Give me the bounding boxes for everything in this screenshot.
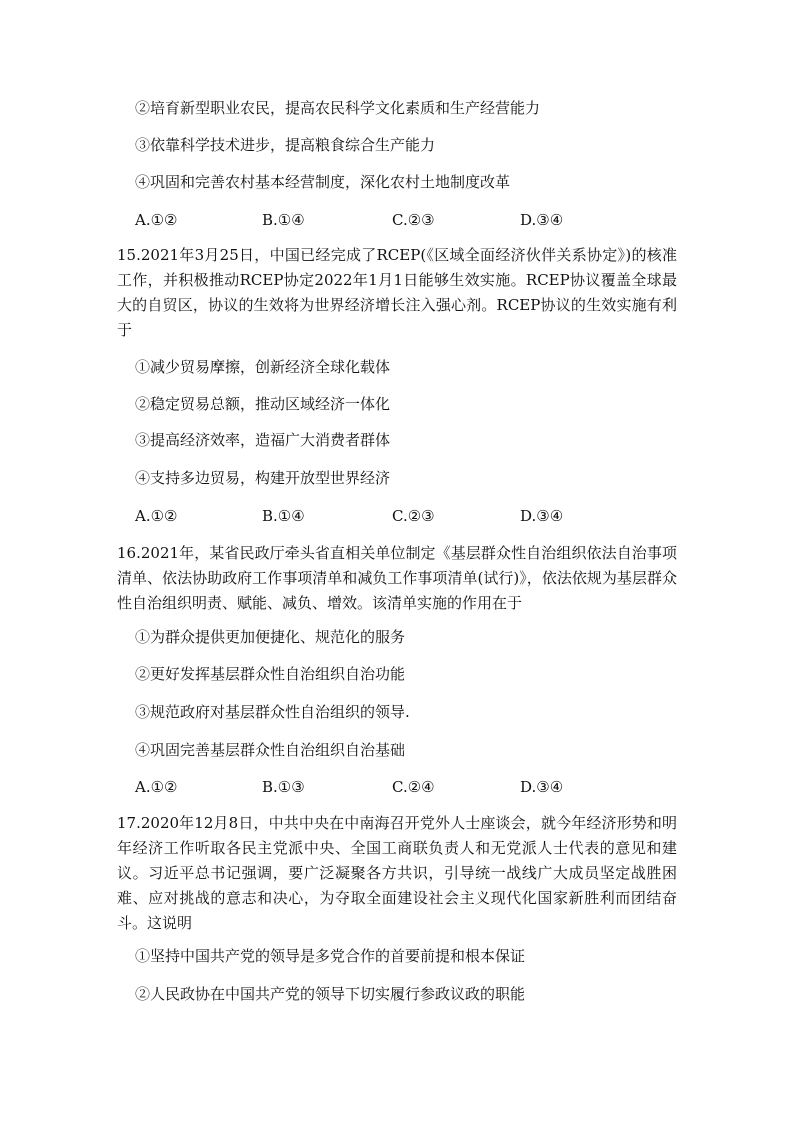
q16-option-b: B.①③ [262, 778, 305, 796]
q15-item-4: ④支持多边贸易，构建开放型世界经济 [135, 469, 391, 487]
q16-item-2: ②更好发挥基层群众性自治组织自治功能 [135, 665, 406, 683]
q14-option-d: D.③④ [520, 211, 564, 229]
q16-item-4: ④巩固完善基层群众性自治组织自治基础 [135, 741, 406, 759]
q16-item-1: ①为群众提供更加便捷化、规范化的服务 [135, 628, 406, 646]
q14-option-c: C.②③ [392, 211, 435, 229]
q15-option-a: A.①② [135, 507, 178, 525]
q16-option-a: A.①② [135, 778, 178, 796]
q15-option-c: C.②③ [392, 507, 435, 525]
q17-item-2: ②人民政协在中国共产党的领导下切实履行参政议政的职能 [135, 985, 526, 1003]
q16-item-3: ③规范政府对基层群众性自治组织的领导. [135, 703, 410, 721]
q15-item-3: ③提高经济效率，造福广大消费者群体 [135, 431, 391, 449]
q14-option-b: B.①④ [262, 211, 305, 229]
q15-option-b: B.①④ [262, 507, 305, 525]
q15-stem: 15.2021年3月25日，中国已经完成了RCEP(《区域全面经济伙伴关系协定》)的核准工作，并积极推动RCEP协定2022年1月1日能够生效实施。RCEP协议覆盖全球最大的自贸区，协议的生效将为世界经济增长注入强心剂。RCEP协议的生效实施有利于 [117, 246, 677, 339]
q14-option-a: A.①② [135, 211, 178, 229]
q14-item-4: ④巩固和完善农村基本经营制度，深化农村土地制度改革 [135, 173, 511, 191]
q16-option-d: D.③④ [520, 778, 564, 796]
q17-item-1: ①坚持中国共产党的领导是多党合作的首要前提和根本保证 [135, 947, 526, 965]
q15-item-2: ②稳定贸易总额，推动区域经济一体化 [135, 395, 391, 413]
q14-item-3: ③依靠科学技术进步，提高粮食综合生产能力 [135, 136, 436, 154]
q16-stem: 16.2021年，某省民政厅牵头省直相关单位制定《基层群众性自治组织依法自治事项清单、依法协助政府工作事项清单和减负工作事项清单(试行)》，依法依规为基层群众性自治组织明责、赋能、减负、增效。该清单实施的作用在于 [117, 544, 677, 612]
q15-option-d: D.③④ [520, 507, 564, 525]
q17-stem: 17.2020年12月8日，中共中央在中南海召开党外人士座谈会，就今年经济形势和明年经济工作听取各民主党派中央、全国工商联负责人和无党派人士代表的意见和建议。习近平总书记强调，要广泛凝聚各方共识，引导统一战线广大成员坚定战胜困难、应对挑战的意志和决心，为夺取全面建设社会主义现代化国家新胜利而团结奋斗。这说明 [117, 814, 677, 932]
q14-item-2: ②培育新型职业农民，提高农民科学文化素质和生产经营能力 [135, 99, 541, 117]
q16-option-c: C.②④ [392, 778, 435, 796]
q15-item-1: ①减少贸易摩擦，创新经济全球化载体 [135, 358, 391, 376]
